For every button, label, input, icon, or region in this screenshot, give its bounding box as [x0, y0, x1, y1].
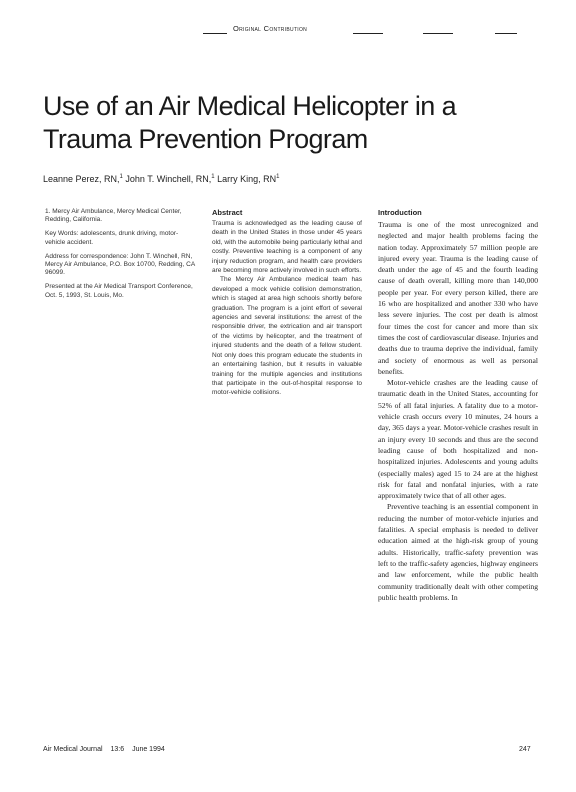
page-number: 247	[519, 746, 531, 753]
abstract-section	[212, 208, 362, 398]
abstract-paragraph: Trauma is acknowledged as the leading cause of death in the United States in those under 45 years old, with the automobile being particularly lethal and costly. Preventive teaching is a component of any injury reduction program, and health care providers are becoming more actively involved in such efforts.	[212, 220, 362, 275]
header-rule-mid	[353, 33, 383, 34]
journal-date: June 1994	[132, 746, 165, 753]
body-paragraph: Motor-vehicle crashes are the leading cause of traumatic death in the United States, accounting for 52% of all fatal injuries. A fatality due to a motor-vehicle crash occurs every 10 minutes, 24 hours a day, 365 days a year. Motor-vehicle crashes result in an injury every 10 seconds and thus are the second leading cause of both hospitalized and non-hospitalized injuries. Adolescents and young adults (especially males) aged 15 to 24 are at the highest risk for fatal and nonfatal injuries, with a rate approximately twice that of all other ages.	[378, 378, 538, 501]
journal-name: Air Medical Journal	[43, 746, 103, 753]
author-notes	[45, 208, 195, 306]
affiliation-marker: 1	[119, 174, 123, 180]
affiliation-note: 1. Mercy Air Ambulance, Mercy Medical Center, Redding, California.	[45, 208, 182, 224]
presented-note: Presented at the Air Medical Transport Conference, Oct. 5, 1993, St. Louis, Mo.	[45, 283, 193, 299]
title-line-2: Trauma Prevention Program	[43, 124, 368, 154]
abstract-heading: Abstract	[212, 208, 243, 217]
author-3: Larry King, RN	[217, 174, 277, 184]
title-line-1: Use of an Air Medical Helicopter in a	[43, 91, 457, 121]
introduction-section	[378, 208, 538, 603]
article-title	[43, 90, 543, 156]
author-list	[43, 174, 280, 184]
body-paragraph: Trauma is one of the most unrecognized and neglected and major health problems facing the nation today. Approximately 57 million people are injured every year. Trauma is the leading cause of death under the age of 45 and the fourth leading cause of death overall, killing more than 140,000 people per year. For every person killed, there are 16 who are hospitalized and another 330 who have less severe injuries. The cost per death is almost four times the cost for cancer and more than six times the cost of cardiovascular disease. Injuries and deaths due to trauma deprive the individual, family and society of enormous as well as personal benefits.	[378, 220, 538, 376]
footer-journal	[43, 746, 165, 753]
keywords-note: Key Words: adolescents, drunk driving, motor-vehicle accident.	[45, 230, 179, 246]
affiliation-marker: 1	[211, 174, 215, 180]
correspondence-note: Address for correspondence: John T. Winchell, RN, Mercy Air Ambulance, P.O. Box 10700, Redding, CA 96099.	[45, 252, 195, 277]
author-1: Leanne Perez, RN,	[43, 174, 120, 184]
introduction-heading: Introduction	[378, 208, 422, 217]
header-rule-right2	[495, 33, 517, 34]
journal-volume: 13:6	[110, 746, 125, 753]
body-paragraph: Preventive teaching is an essential component in reducing the number of motor-vehicle injuries and fatalities. A special emphasis is needed to deliver education aimed at the high-risk group of young adults. Historically, traffic-safety prevention was left to the traffic-safety agencies, highway engineers and law enforcement, while the public health community traditionally dealt with other competing public health problems. In	[378, 502, 538, 602]
section-label: Original Contribution	[233, 24, 308, 33]
author-2: John T. Winchell, RN,	[125, 174, 212, 184]
abstract-paragraph: The Mercy Air Ambulance medical team has developed a mock vehicle collision demonstration, which is staged at area high schools shortly before graduation. The program is a joint effort of several agencies and several institutions: the arrest of the responsible driver, the extrication and air transport of the victims by helicopter, and the treatment of injured students and the death of a fellow student. Not only does this program educate the students in an entertaining fashion, but it results in valuable training for the multiple agencies and institutions that participate in the out-of-hospital response to motor-vehicle collisions.	[212, 276, 362, 397]
header-rule-right1	[423, 33, 453, 34]
affiliation-marker: 1	[276, 174, 280, 180]
header-rule-left	[203, 33, 227, 34]
